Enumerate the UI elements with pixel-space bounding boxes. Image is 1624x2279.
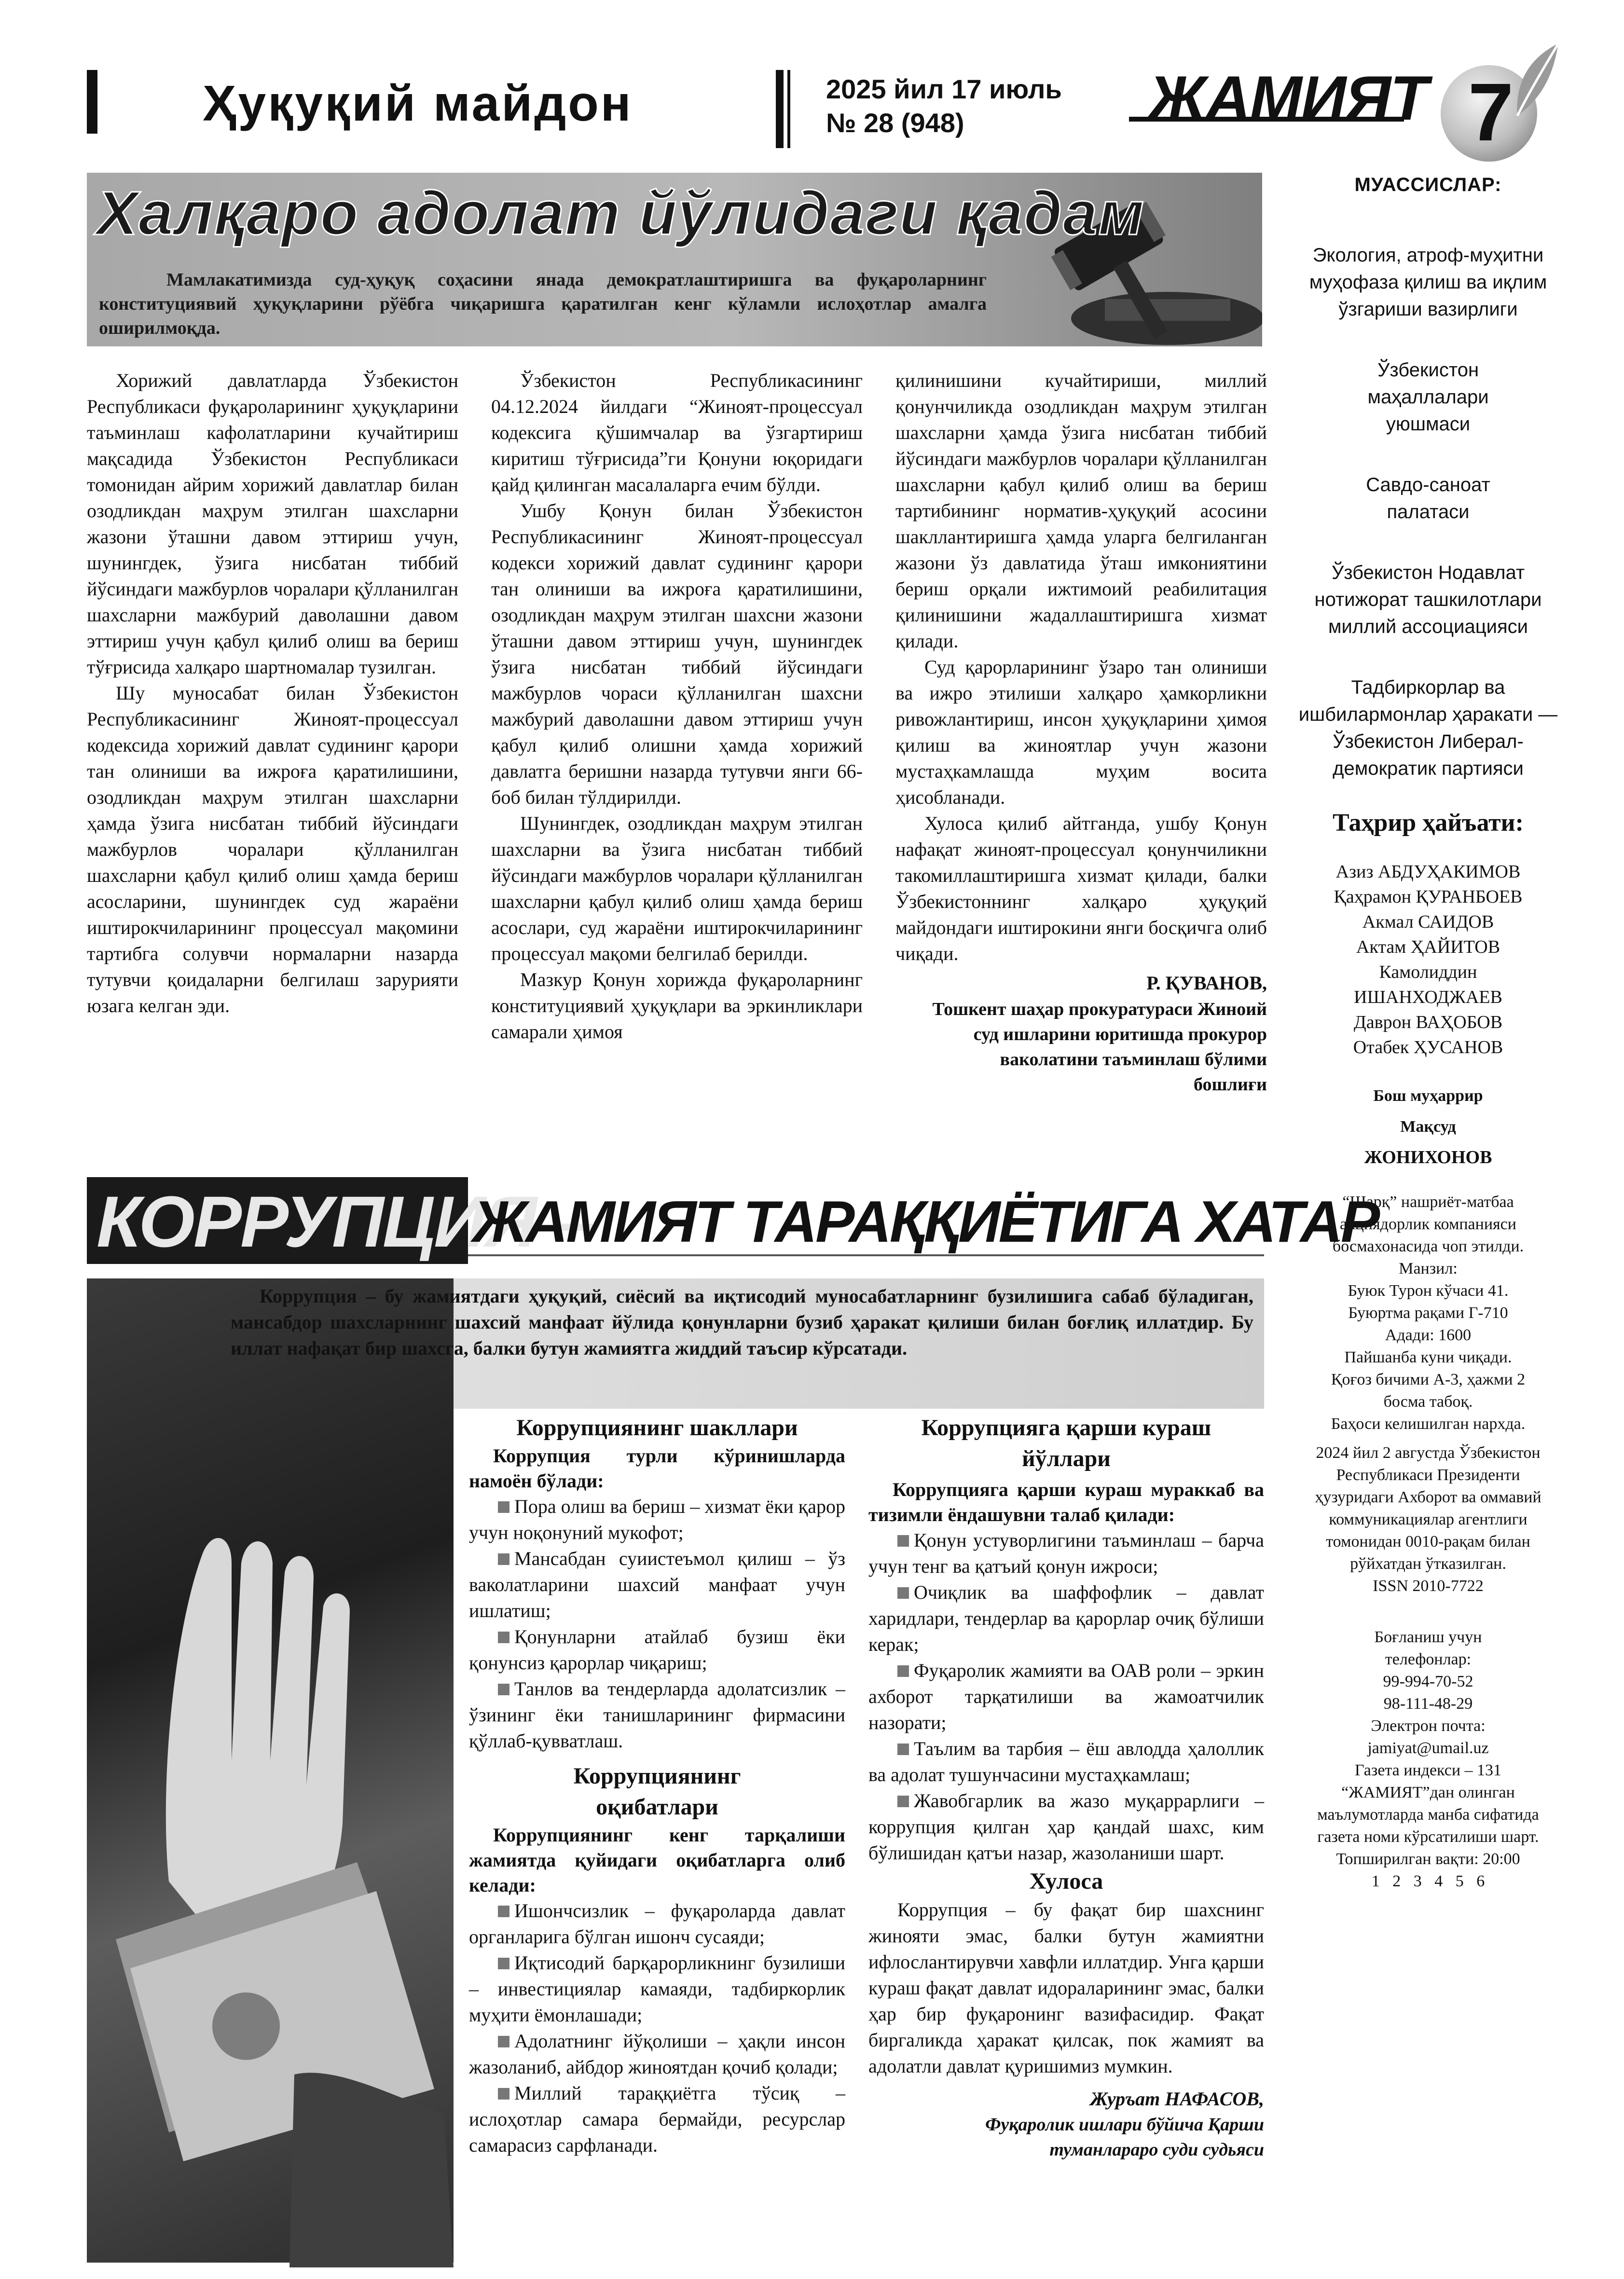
newspaper-index: Газета индекси – 131 (1354, 1761, 1502, 1779)
imprint-address-label: Манзил: (1399, 1260, 1458, 1277)
article1-paragraph: Суд қарорларининг ўзаро тан олиниши ва ижро этилиши халқаро ҳамкорликни ривожлантириш, инсон ҳуқуқларини ҳимоя қилиш ва жиноятлар учун жазони мустаҳкамлашда муҳим восита ҳисобланади. (895, 656, 1267, 808)
founder-item: Ўзбекистон Нодавлат нотижорат ташкилотлари миллий ассоциацияси (1314, 562, 1542, 637)
forms-intro: Коррупция турли кўринишларда намоён бўлади: (469, 1445, 845, 1492)
article1-paragraph: Ушбу Қонун билан Ўзбекистон Республикасининг Жиноят-процессуал кодекси хорижий давлат судининг қарори тан олиниши ва ижроға қаратилишини, озодликдан маҳрум этилган шахсни жазони ўташни давом эттириш учун, шунингдек ўзига нисбатан тиббий йўсиндаги мажбурлов чораси қўлланилган шахсни мажбурий даволашни давом эттириш учун қабул қилиб олишни ҳамда хорижий давлатга беришни назарда тутувчи янги 66-боб билан тўлдирилди. (491, 500, 863, 808)
bullet-square-icon (897, 1744, 909, 1755)
phone-number: 98-111-48-29 (1383, 1695, 1473, 1713)
phones-label: Боғланиш учун телефонлар: (1374, 1628, 1482, 1668)
section-title: Ҳуқуқий майдон (203, 76, 633, 132)
imprint-issn: ISSN 2010-7722 (1373, 1577, 1484, 1595)
brand-logo: ЖАМИЯТ (1148, 63, 1428, 133)
list-item: Иқтисодий барқарорликнинг бузилиши – инвестициялар камаяди, тадбиркорлик муҳити ёмонлашади; (469, 1952, 845, 2026)
founder-item: Ўзбекистон маҳаллалари уюшмаси (1367, 359, 1489, 435)
submitted-time: Топширилган вақти: 20:00 (1336, 1850, 1520, 1868)
sidebar (1293, 171, 1563, 1893)
imprint-paper: Қоғоз бичими А-3, ҳажми 2 босма табоқ. (1331, 1371, 1526, 1411)
imprint-day: Пайшанба куни чиқади. (1344, 1348, 1512, 1366)
article2-column-2 (868, 1413, 1264, 2162)
article1-paragraph: Хорижий давлатларда Ўзбекистон Республикаси фуқароларининг ҳуқуқларини таъминлаш кафолатларини кучайтириш мақсадида Ўзбекистон Республикаси томонидан айрим хорижий давлатлар билан озодликдан маҳрум этилган шахсларни жазони ўташни давом эттириш учун, шунингдек, ўзига нисбатан тиббий йўсиндаги мажбурлов чоралари қўлланилган шахсларни мажбурий даволашни давом эттириш учун қабул қилиб олиш ва бериш тўғрисида халқаро шартномалар тузилган. (87, 370, 458, 678)
article1-column-1 (87, 368, 458, 1019)
issue-date: 2025 йил 17 июль (826, 74, 1062, 104)
article1-author-title: Тошкент шаҳар прокуратураси Жиноий суд ишларини юритишда прокурор ваколатини таъминлаш бўлими бошлиғи (932, 999, 1267, 1095)
board-member: Акмал САИДОВ (1362, 912, 1494, 932)
bullet-square-icon (498, 2036, 509, 2047)
board-heading: Таҳрир ҳайъати: (1333, 809, 1524, 837)
founder-item: Экология, атроф-муҳитни муҳофаза қилиш ва иқлим ўзгариши вазирлиги (1309, 245, 1547, 320)
imprint-address: Буюк Турон кўчаси 41. (1348, 1282, 1509, 1300)
bullet-square-icon (498, 1906, 509, 1917)
article1-paragraph: Шунингдек, озодликдан маҳрум этилган шахсларни ва ўзига нисбатан тиббий йўсиндаги мажбурлов чоралари қўлланилган шахсларни қабул қилиб олиш ҳамда бериш асослари, суд жараёни иштирокчиларининг процессуал мақоми белгилаб берилди. (491, 812, 863, 964)
fight-heading: Коррупцияга қарши кураш йўллари (921, 1415, 1211, 1471)
board-member: Камолиддин ИШАНХОДЖАЕВ (1354, 962, 1502, 1007)
list-item: Очиқлик ва шаффофлик – давлат харидлари, тендерлар ва қарорлар очиқ бўлиши керак; (868, 1581, 1264, 1655)
forms-heading: Коррупциянинг шакллари (516, 1415, 798, 1441)
article2-column-1 (469, 1413, 845, 2158)
source-note: “ЖАМИЯТ”дан олинган маълумотларда манба сифатида газета номи кўрсатилиши шарт. (1317, 1784, 1539, 1846)
header-left-bar (87, 70, 97, 134)
article1-column-3 (895, 368, 1267, 1097)
list-item: Мансабдан суиистеъмол қилиш – ўз ваколатларини шахсий манфаат учун ишлатиш; (469, 1548, 845, 1621)
article1-author: Р. ҚУВАНОВ, (1146, 972, 1267, 994)
list-item: Жавобгарлик ва жазо муқаррарлиги – коррупция қилган ҳар қандай шахс, ким бўлишидан қатъи назар, жазоланиши шарт. (868, 1790, 1264, 1864)
bribe-hand-icon (87, 1447, 454, 2267)
conclusion-text: Коррупция – бу фақат бир шахснинг жинояти эмас, балки бутун жамиятни ифлослантирувчи хавфли иллатдир. Унга қарши кураш фақат давлат идораларининг эмас, балки ҳар бир фуқаронинг вазифасидир. Фақат биргаликда ҳаракат қилсак, пок жамият ва адолатли давлат қуришимиз мумкин. (868, 1899, 1264, 2077)
list-item: Қонунларни атайлаб бузиш ёки қонунсиз қарорлар чиқариш; (469, 1626, 845, 1674)
article2-author: Журъат НАФАСОВ, (1090, 2088, 1264, 2110)
header-divider-1 (776, 70, 784, 148)
article1-paragraph: Мазкур Қонун хорижда фуқароларнинг конституциявий ҳуқуқлари ва эркинликлари самарали ҳимоя (491, 969, 863, 1043)
print-schedule: 1 2 3 4 5 6 (1371, 1872, 1485, 1890)
bullet-square-icon (498, 1684, 509, 1695)
chief-first-name: Мақсуд (1400, 1118, 1456, 1136)
bullet-square-icon (498, 1501, 509, 1513)
board-member: Қаҳрамон ҚУРАНБОЕВ (1334, 887, 1523, 907)
chief-last-name: ЖОНИХОНОВ (1364, 1147, 1492, 1167)
article1-paragraph: Ўзбекистон Республикасининг 04.12.2024 йилдаги “Жиноят-процессуал кодексига қўшимчалар ва ўзгартириш киритиш тўғрисида”ги Қонуни юқоридаги қайд қилинган масалаларга ечим бўлди. (491, 370, 863, 495)
imprint (1293, 1191, 1563, 1893)
article2-title-part2: ЖАМИЯТ ТАРАҚҚИЁТИГА ХАТАР (473, 1189, 1378, 1254)
board-member: Даврон ВАҲОБОВ (1353, 1012, 1503, 1032)
founders-heading: МУАССИСЛАР: (1354, 174, 1502, 195)
article2-title-part1: КОРРУПЦИЯ – (96, 1181, 593, 1262)
bullet-square-icon (897, 1796, 909, 1807)
bullet-square-icon (498, 2088, 509, 2100)
article2-lead: Коррупция – бу жамиятдаги ҳуқуқий, сиёсий ва иқтисодий муносабатларнинг бузилишига сабаб бўладиган, мансабдор шахсларнинг шахсий манфаат йўлида қонунларни бузиб ҳаракат қилиши билан боғлиқ иллатдир. Бу иллат нафақат бир шахсга, балки бутун жамиятга жиддий таъсир кўрсатади. (231, 1285, 1253, 1359)
list-item: Адолатнинг йўқолиши – ҳақли инсон жазоланиб, айбдор жиноятдан қочиб қолади; (469, 2030, 845, 2078)
bullet-square-icon (897, 1535, 909, 1547)
email-address: jamiyat@umail.uz (1367, 1739, 1489, 1757)
list-item: Фуқаролик жамияти ва ОАВ роли – эркин ахборот тарқатилиши ва жамоатчилик назорати; (868, 1660, 1264, 1733)
phone-number: 99-994-70-52 (1383, 1673, 1473, 1690)
article1-column-2 (491, 368, 863, 1045)
list-item: Миллий тараққиётга тўсиқ – ислоҳотлар самара бермайди, ресурслар самарасиз сарфланади. (469, 2082, 845, 2156)
article2-author-title: Фуқаролик ишлари бўйича Қарши туманлараро суди судьяси (985, 2114, 1264, 2160)
bullet-square-icon (897, 1587, 909, 1599)
list-item: Пора олиш ва бериш – хизмат ёки қарор учун ноқонуний мукофот; (469, 1496, 845, 1543)
founder-item: Савдо-саноат палатаси (1366, 474, 1490, 522)
bullet-square-icon (897, 1665, 909, 1677)
editorial-board (1293, 859, 1563, 1060)
board-member: Азиз АБДУҲАКИМОВ (1335, 862, 1521, 882)
article1-paragraph: Хулоса қилиб айтганда, ушбу Қонун нафақат жиноят-процессуал қонунчиликни такомиллаштиришга хизмат қилади, балки Ўзбекистоннинг халқаро ҳуқуқий майдондаги иштирокини янги босқичга олиб чиқади. (895, 812, 1267, 964)
issue-number: № 28 (948) (826, 108, 964, 138)
article1-paragraph: қилинишини кучайтириши, миллий қонунчиликда озодликдан маҳрум этилган шахсларни ҳамда ўзига нисбатан тиббий йўсиндаги мажбурлов чоралари қўлланилган шахсларни қабул қилиб олиш ва бериш тартибининг норматив-ҳуқуқий асосини шакллантиришга ҳамда уларга белгиланган жазони ўз давлатида ўташ имкониятини бериш орқали ижтимоий реабилитация қилинишини жадаллаштиришга хизмат қилади. (895, 370, 1267, 652)
list-item: Таълим ва тарбия – ёш авлодда ҳалоллик ва адолат тушунчасини мустаҳкамлаш; (868, 1738, 1264, 1785)
imprint-price: Баҳоси келишилган нархда. (1331, 1415, 1526, 1433)
imprint-copies: Адади: 1600 (1385, 1326, 1472, 1344)
list-item: Танлов ва тендерларда адолатсизлик – ўзининг ёки танишларининг фирмасини қўллаб-қувватлаш. (469, 1678, 845, 1752)
conclusion-heading: Хулоса (1029, 1868, 1103, 1894)
page-number: 7 (1468, 67, 1514, 158)
imprint-printing: “Шарқ” нашриёт-матбаа акциядорлик компанияси босмахонасида чоп этилди. (1332, 1193, 1524, 1255)
consequences-intro: Коррупциянинг кенг тарқалиши жамиятда қуйидаги оқибатларга олиб келади: (469, 1824, 845, 1896)
list-item: Қонун устуворлигини таъминлаш – барча учун тенг ва қатъий қонун ижроси; (868, 1529, 1264, 1577)
chief-label: Бош муҳаррир (1373, 1087, 1483, 1105)
bullet-square-icon (498, 1553, 509, 1565)
article1-paragraph: Шу муносабат билан Ўзбекистон Республикасининг Жиноят-процессуал кодексида хорижий давлат судининг қарори тан олиниши ва ижроға қаратилишини, озодликдан маҳрум этилган шахсларни ҳамда ўзига нисбатан тиббий йўсиндаги мажбурлов чоралари қўлланилган шахсларни қабул қилиб олиш ҳамда бериш асосларини, шунингдек суд жараёни иштирокчиларининг процессуал мақомини тартибга солувчи нормаларни назарда тутувчи қоидаларни белгилаш зарурияти юзага келган эди. (87, 682, 458, 1016)
email-label: Электрон почта: (1371, 1717, 1486, 1735)
bullet-square-icon (498, 1958, 509, 1969)
article1-title: Халқаро адолат йўлидаги қадам (96, 179, 1145, 248)
fight-intro: Коррупцияга қарши кураш мураккаб ва тизимли ёндашувни талаб қилади: (868, 1479, 1264, 1525)
board-member: Отабек ҲУСАНОВ (1353, 1037, 1503, 1057)
header-divider-2 (787, 70, 790, 148)
consequences-heading: Коррупциянинг оқибатлари (573, 1763, 741, 1820)
bullet-square-icon (498, 1632, 509, 1643)
board-member: Актам ҲАЙИТОВ (1356, 937, 1500, 957)
imprint-order: Буюртма рақами Г-710 (1348, 1304, 1508, 1322)
founder-item: Тадбиркорлар ва ишбилармонлар ҳаракати — Ўзбекистон Либерал-демократик партияси (1298, 677, 1558, 779)
article1-lead: Мамлакатимизда суд-ҳуқуқ соҳасини янада демократлаштиришга ва фуқароларнинг конституциявий ҳуқуқларини рўёбга чиқаришга қаратилган кенг кўламли ислоҳотлар амалга оширилмоқда. (99, 270, 987, 338)
list-item: Ишончсизлик – фуқароларда давлат органларига бўлган ишонч сусаяди; (469, 1900, 845, 1948)
imprint-registration: 2024 йил 2 августда Ўзбекистон Республикаси Президенти ҳузуридаги Ахборот ва оммавий коммуникациялар агентлиги томонидан 0010-рақам билан рўйхатдан ўтказилган. (1315, 1444, 1541, 1573)
